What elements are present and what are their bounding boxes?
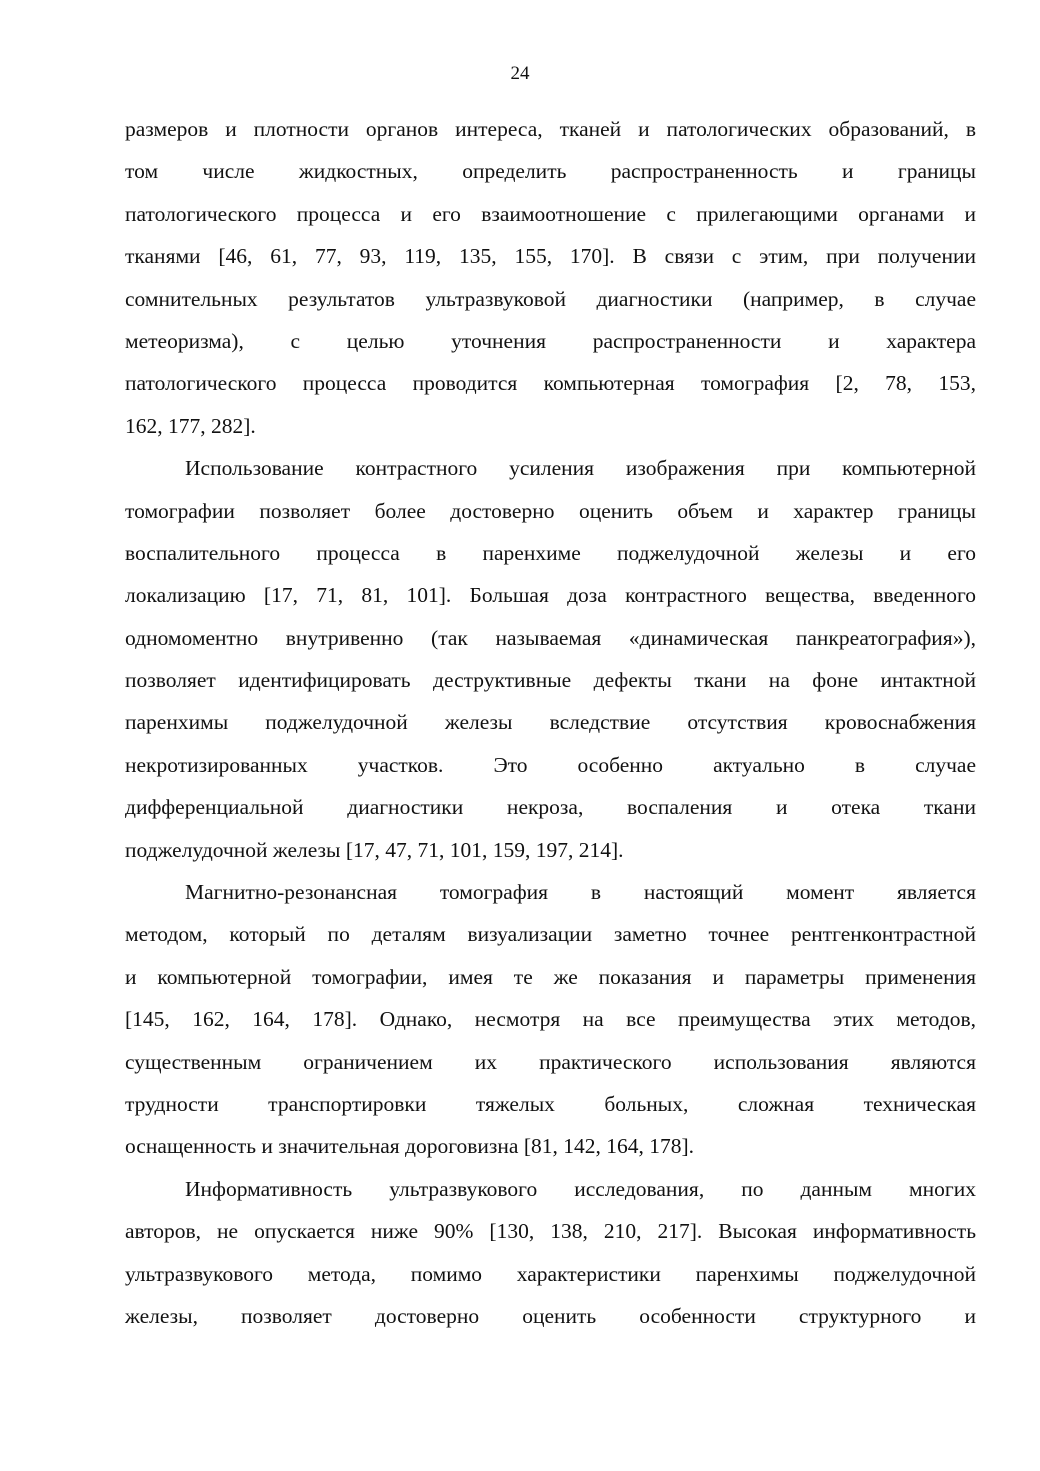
- text-line: локализацию [17, 71, 81, 101]. Большая доза контрастного вещества, введенного: [125, 583, 976, 608]
- page-number: 24: [510, 63, 530, 84]
- text-line: том числе жидкостных, определить распространенность и границы: [125, 159, 976, 184]
- text-line: Магнитно-резонансная томография в настоящий момент является: [185, 880, 976, 905]
- text-line: [145, 162, 164, 178]. Однако, несмотря на все преимущества этих методов,: [125, 1007, 976, 1032]
- text-line: оснащенность и значительная дороговизна [81, 142, 164, 178].: [125, 1134, 695, 1159]
- text-line: железы, позволяет достоверно оценить особенности структурного и: [125, 1303, 976, 1328]
- text-line: позволяет идентифицировать деструктивные дефекты ткани на фоне интактной: [125, 668, 976, 693]
- paragraph: [125, 871, 976, 1168]
- text-line: сомнительных результатов ультразвуковой диагностики (например, в случае: [125, 286, 976, 311]
- text-line: одномоментно внутривенно (так называемая «динамическая панкреатография»),: [125, 625, 976, 650]
- text-line: метеоризма), с целью уточнения распространенности и характера: [125, 328, 976, 353]
- text-line: дифференциальной диагностики некроза, воспаления и отека ткани: [125, 795, 976, 820]
- text-line: воспалительного процесса в паренхиме поджелудочной железы и его: [125, 540, 976, 565]
- paragraph: [125, 447, 976, 871]
- text-line: патологического процесса и его взаимоотношение с прилегающими органами и: [125, 201, 976, 226]
- text-line: поджелудочной железы [17, 47, 71, 101, 159, 197, 214].: [125, 837, 624, 862]
- text-line: и компьютерной томографии, имея те же показания и параметры применения: [125, 964, 976, 989]
- text-line: Информативность ультразвукового исследования, по данным многих: [185, 1176, 976, 1201]
- text-line: существенным ограничением их практического использования являются: [125, 1049, 976, 1074]
- text-line: размеров и плотности органов интереса, тканей и патологических образований, в: [125, 117, 976, 141]
- text-line: Использование контрастного усиления изображения при компьютерной: [185, 456, 976, 481]
- text-line: патологического процесса проводится компьютерная томография [2, 78, 153,: [125, 371, 976, 396]
- text-line: томографии позволяет более достоверно оценить объем и характер границы: [125, 498, 976, 523]
- body-text: [125, 108, 976, 1337]
- text-line: ультразвукового метода, помимо характеристики паренхимы поджелудочной: [125, 1261, 976, 1286]
- paragraph: [125, 108, 976, 447]
- text-line: некротизированных участков. Это особенно актуально в случае: [125, 752, 976, 777]
- paragraph: [125, 1168, 976, 1338]
- text-line: методом, который по деталям визуализации заметно точнее рентгенконтрастной: [125, 922, 976, 947]
- text-line: 162, 177, 282].: [125, 413, 256, 438]
- text-line: трудности транспортировки тяжелых больных, сложная техническая: [125, 1091, 976, 1116]
- text-line: тканями [46, 61, 77, 93, 119, 135, 155, 170]. В связи с этим, при получении: [125, 244, 976, 269]
- text-line: паренхимы поджелудочной железы вследствие отсутствия кровоснабжения: [125, 710, 976, 735]
- text-line: авторов, не опускается ниже 90% [130, 138, 210, 217]. Высокая информативность: [125, 1219, 976, 1244]
